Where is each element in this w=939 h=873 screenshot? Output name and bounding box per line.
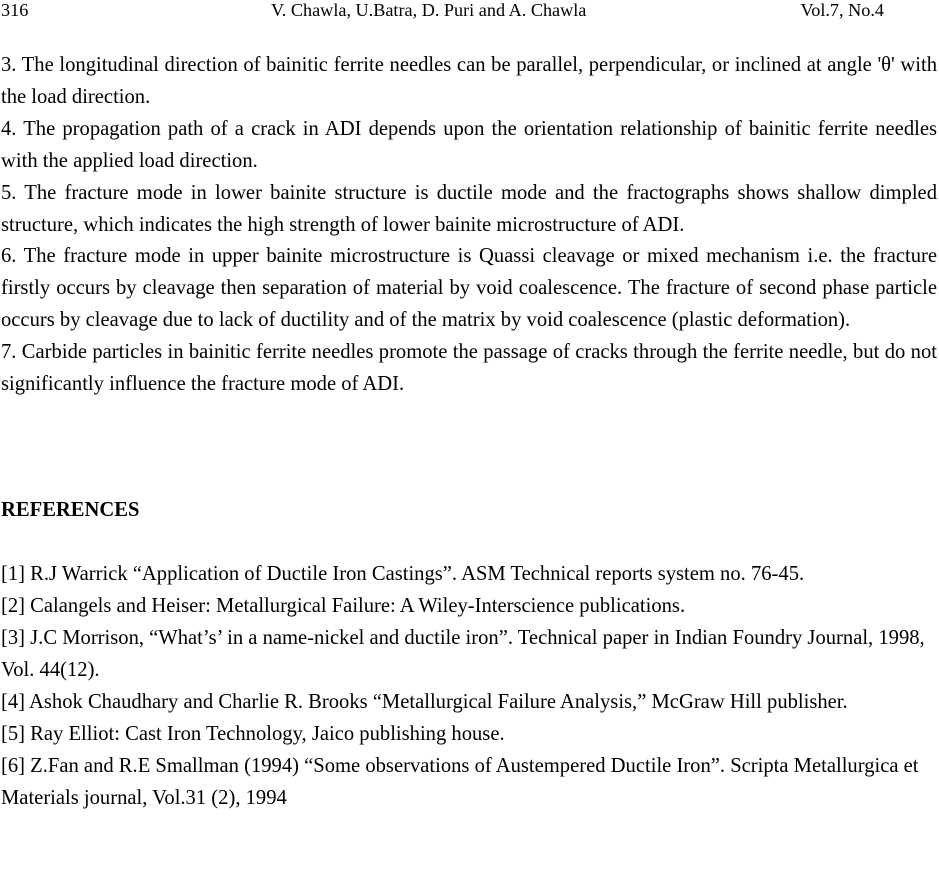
references-list xyxy=(1,558,937,814)
running-header xyxy=(1,0,937,24)
reference-item: [5] Ray Elliot: Cast Iron Technology, Jaico publishing house. xyxy=(1,723,505,745)
reference-item: [1] R.J Warrick “Application of Ductile Iron Castings”. ASM Technical reports system no. 76-45. xyxy=(1,563,805,585)
reference-item: [2] Calangels and Heiser: Metallurgical Failure: A Wiley-Interscience publications. xyxy=(1,595,686,617)
running-header-authors: V. Chawla, U.Batra, D. Puri and A. Chawla xyxy=(271,0,587,20)
conclusion-item: 3. The longitudinal direction of bainitic ferrite needles can be parallel, perpendicular, or inclined at angle 'θ' with the load direction. xyxy=(1,54,937,108)
conclusion-item: 4. The propagation path of a crack in ADI depends upon the orientation relationship of bainitic ferrite needles with the applied load direction. xyxy=(1,117,937,172)
references-heading: REFERENCES xyxy=(1,499,140,521)
reference-item: [6] Z.Fan and R.E Smallman (1994) “Some observations of Austempered Ductile Iron”. Scripta Metallurgica et Materials journal, Vol.31 (2), 1994 xyxy=(1,755,919,809)
page-number: 316 xyxy=(1,0,29,20)
conclusion-item: 6. The fracture mode in upper bainite microstructure is Quassi cleavage or mixed mechanism i.e. the fracture firstly occurs by cleavage then separation of material by void coalescence. The fracture of second phase particle occurs by cleavage due to lack of ductility and of the matrix by void coalescence (plastic deformation). xyxy=(1,245,937,332)
running-header-volume: Vol.7, No.4 xyxy=(800,0,884,20)
reference-item: [3] J.C Morrison, “What’s’ in a name-nickel and ductile iron”. Technical paper in Indian Foundry Journal, 1998, Vol. 44(12). xyxy=(1,627,925,681)
reference-item: [4] Ashok Chaudhary and Charlie R. Brooks “Metallurgical Failure Analysis,” McGraw Hill publisher. xyxy=(1,691,848,713)
conclusion-item: 5. The fracture mode in lower bainite structure is ductile mode and the fractographs shows shallow dimpled structure, which indicates the high strength of lower bainite microstructure of ADI. xyxy=(1,181,937,236)
conclusion-item: 7. Carbide particles in bainitic ferrite needles promote the passage of cracks through the ferrite needle, but do not significantly influence the fracture mode of ADI. xyxy=(1,341,937,396)
conclusions-list xyxy=(1,50,937,401)
